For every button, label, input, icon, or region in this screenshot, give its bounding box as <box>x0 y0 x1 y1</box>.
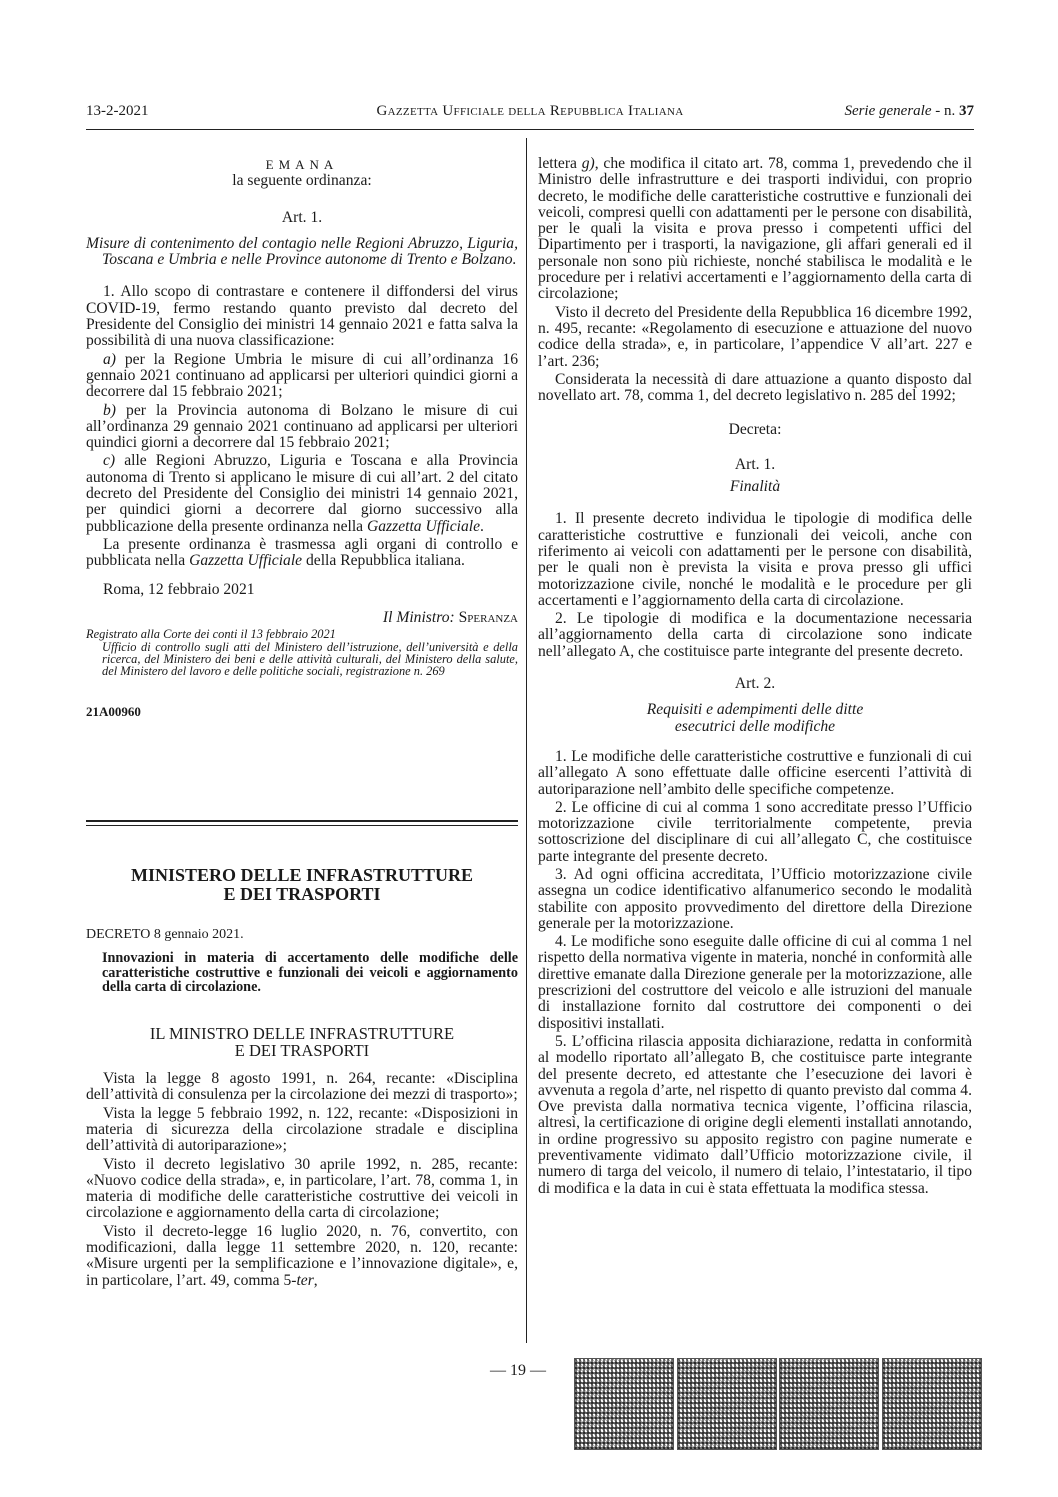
series-number-prefix: - n. <box>931 103 959 119</box>
minister-heading-line1: IL MINISTRO DELLE INFRASTRUTTURE <box>149 1024 455 1044</box>
ordinanza-intro: la seguente ordinanza: <box>232 172 372 190</box>
item-c-text: alle Regioni Abruzzo, Liguria e Toscana e alla Provincia autonoma di Trento si applicano le misure di cui all’art. 2 del citato decreto del Presidente del Consiglio dei ministri 14 gennaio 2021, per quindici giorni a decorrere dal giorno successivo alla pubblicazione della presente ordinanza nella <box>86 452 518 535</box>
art2-paragraph-5: 5. L’officina rilascia apposita dichiarazione, redatta in conformità al modello riportato all’allegato B, che costituisce parte integrante del presente decreto, ed attestante che l’esecuzione dei lavori è avvenuta a regola d’arte, nel rispetto di quanto previsto dal comma 4. Ove prevista dalla normativa tecnica vigente, l’officina rilascia, altresì, la certificazione di origine degli elementi installati annotando, in ordine progressivo su apposito registro con pagine numerate e preventivamente vidimato dall’Ufficio motorizzazione civile, il numero di targa del veicolo, il numero di telaio, l’intestatario, il tipo di modifica e la data in cui è stata effettuata la modifica stessa. <box>538 1032 972 1197</box>
art2-title: Art. 2. <box>734 675 776 693</box>
visto-4-b: , <box>313 1271 318 1289</box>
paragraph-1: 1. Allo scopo di contrastare e contenere il diffondersi del virus COVID-19, fermo restando quanto previsto dal decreto del Presidente del Consiglio dei ministri 14 gennaio 2021 e fatta salva la possibilità di una nuova classificazione: <box>86 283 518 350</box>
header-date: 13-2-2021 <box>86 103 149 119</box>
item-c-gazzetta: Gazzetta Ufficiale <box>367 517 481 535</box>
art2-paragraph-4: 4. Le modifiche sono eseguite dalle officine di cui al comma 1 nel rispetto della normativa vigente in materia, nonché in conformità alle direttive emanate dalla Direzione generale per la motorizzazione, alle prescrizioni del costruttore del veicolo e alle istruzioni del manuale di installazione fornito dal costruttore dei componenti o dei dispositivi installati. <box>538 933 972 1032</box>
section-rule-thick <box>86 820 518 822</box>
datamatrix-code-2 <box>677 1358 777 1450</box>
art2-subtitle-line2: esecutrici delle modifiche <box>674 717 836 735</box>
minister-heading-line2: E DEI TRASPORTI <box>234 1041 370 1061</box>
considerata: Considerata la necessità di dare attuazione a quanto disposto dal novellato art. 78, comma 1, del decreto legislativo n. 285 del 1992; <box>538 370 972 405</box>
continuation-letter: g) <box>581 155 595 172</box>
item-c-end: . <box>480 517 484 535</box>
registration-line: Registrato alla Corte dei conti il 13 febbraio 2021 <box>86 627 336 642</box>
item-b <box>86 403 518 452</box>
art2-paragraph-2: 2. Le officine di cui al comma 1 sono accreditate presso l’Ufficio motorizzazione civile territorialmente competente, previa sottoscrizione del disciplinare di cui all’allegato C, che costituisce parte integrante del presente decreto. <box>538 798 972 865</box>
registration-detail: Ufficio di controllo sugli atti del Ministero dell’istruzione, dell’università e della ricerca, del Ministero dei beni e delle attività culturali, del Ministero della salute, del Ministero del lavoro e delle politiche sociali, registrazione n. 269 <box>102 639 518 679</box>
signer-name: Speranza <box>458 608 518 626</box>
page-number: — 19 — <box>490 1362 546 1379</box>
ministry-heading-line1: MINISTERO DELLE INFRASTRUTTURE <box>130 865 474 885</box>
visto-3: Visto il decreto legislativo 30 aprile 1992, n. 285, recante: «Nuovo codice della strada», e, in particolare, l’art. 78, comma 1, in materia di modifiche delle caratteristiche costruttive dei veicoli in circolazione e aggiornamento della carta di circolazione; <box>86 1155 518 1222</box>
art2-paragraph-3: 3. Ad ogni officina accreditata, l’Ufficio motorizzazione civile assegna un codice identificativo alfanumerico secondo le modalità stabilite con apposito provvedimento del direttore della Direzione generale per la motorizzazione. <box>538 865 972 932</box>
visto-4-a: Visto il decreto-legge 16 luglio 2020, n. 76, convertito, con modificazioni, dalla legge 11 settembre 2020, n. 120, recante: «Misure urgenti per la semplificazione e l’innovazione digitale», e, in particolare, l’art. 49, comma 5- <box>86 1222 518 1289</box>
datamatrix-code-1 <box>574 1358 674 1450</box>
section-rule-thin <box>86 825 518 826</box>
continuation-a: lettera <box>538 155 582 172</box>
continuation-paragraph <box>538 156 972 303</box>
art1-subtitle: Misure di contenimento del contagio nelle Regioni Abruzzo, Liguria, Toscana e Umbria e nelle Province autonome di Trento e Bolzano. <box>86 234 518 269</box>
right-column <box>538 156 972 1197</box>
left-column-decree <box>86 866 518 1289</box>
header-rule <box>86 129 974 130</box>
item-a-label: a) <box>103 350 116 368</box>
item-b-label: b) <box>103 401 116 419</box>
paragraph-2 <box>86 537 518 570</box>
art1-paragraph-2: 2. Le tipologie di modifica e la documentazione necessaria all’aggiornamento della carta di circolazione sono indicate nell’allegato A, che costituisce parte integrante del presente decreto. <box>538 610 972 660</box>
page-header <box>86 103 974 123</box>
document-code: 21A00960 <box>86 703 141 719</box>
decree-date: 8 gennaio 2021. <box>150 927 244 942</box>
right-art1-subtitle: Finalità <box>729 478 781 496</box>
continuation-b: , che modifica il citato art. 78, comma 1, prevedendo che il Ministro delle infrastrutture e dei trasporti individui, con proprio decreto, le modifiche delle caratteristiche costruttive e funzionali dei veicoli, compresi quelli con adattamenti per le persone con disabilità, per le quali la visita e prova presso i competenti uffici del Dipartimento per i trasporti, la navigazione, gli affari generali ed il personale non sono più richieste, nonché stabilisca le modalità e le procedure per i relativi accertamenti e l’aggiornamento della carta di circolazione; <box>538 155 972 303</box>
item-c-label: c) <box>103 452 116 470</box>
visto-5: Visto il decreto del Presidente della Repubblica 16 dicembre 1992, n. 495, recante: «Regolamento di esecuzione e attuazione del nuovo codice della strada», e, in particolare, l’appendice V all’art. 227 e l’art. 236; <box>538 303 972 370</box>
paragraph-2-gazzetta: Gazzetta Ufficiale <box>189 552 303 570</box>
signer-role: Il Ministro: <box>382 608 455 626</box>
decree-header <box>86 926 518 943</box>
item-c <box>86 453 518 534</box>
issue-number: 37 <box>959 103 974 119</box>
decree-title: Innovazioni in materia di accertamento delle modifiche delle caratteristiche costruttive e funzionali dei veicoli e aggiornamento della carta di circolazione. <box>102 950 518 996</box>
visto-2: Vista la legge 5 febbraio 1992, n. 122, recante: «Disposizioni in materia di sicurezza della circolazione stradale e disciplina dell’attività di autoriparazione»; <box>86 1104 518 1155</box>
art2-subtitle-line1: Requisiti e adempimenti delle ditte <box>646 701 864 719</box>
datamatrix-code-3 <box>779 1358 879 1450</box>
art1-paragraph-1: 1. Il presente decreto individua le tipologie di modifica delle caratteristiche costruttive e funzionali dei veicoli, anche con riferimento ai veicoli con adattamenti per le persone con disabilità, per le quali non è prevista la visita e prova presso gli uffici motorizzazione civile, nonché le modalità e le procedure per gli accertamenti e l’aggiornamento della carta di circolazione. <box>538 510 972 609</box>
visto-1: Vista la legge 8 agosto 1991, n. 264, recante: «Disciplina dell’attività di consulenza per la circolazione dei mezzi di trasporto»; <box>86 1070 518 1104</box>
decree-label: DECRETO <box>86 927 151 942</box>
item-b-text: per la Provincia autonoma di Bolzano le misure di cui all’ordinanza 29 gennaio 2021 continuano ad applicarsi per ulteriori quindici giorni a decorrere dal 15 febbraio 2021; <box>86 401 518 452</box>
place-date: Roma, 12 febbraio 2021 <box>103 580 255 598</box>
visto-4 <box>86 1224 518 1289</box>
series-label: Serie generale <box>844 103 932 119</box>
art2-paragraph-1: 1. Le modifiche delle caratteristiche costruttive e funzionali di cui all’allegato A sono effettuate dalle officine esercenti l’attività di autoriparazione nell’ambito delle specifiche competenze. <box>538 747 972 798</box>
column-divider <box>526 138 527 1343</box>
emana-heading: EMANA <box>265 157 339 172</box>
art1-title: Art. 1. <box>281 208 323 226</box>
signature <box>86 610 518 626</box>
right-art1-title: Art. 1. <box>734 455 776 473</box>
header-series <box>844 103 974 120</box>
datamatrix-code-4 <box>882 1358 982 1450</box>
ministry-heading-line2: E DEI TRASPORTI <box>223 884 381 904</box>
paragraph-2-b: della Repubblica italiana. <box>302 552 465 570</box>
item-a-text: per la Regione Umbria le misure di cui all’ordinanza 16 gennaio 2021 continuano ad applicarsi per ulteriori quindici giorni a decorrere dal 15 febbraio 2021; <box>86 350 518 401</box>
decreta-heading: Decreta: <box>728 421 782 439</box>
header-title: Gazzetta Ufficiale della Repubblica Italiana <box>376 103 684 119</box>
item-a <box>86 352 518 401</box>
visto-4-ter: ter <box>296 1271 314 1289</box>
paragraph-2-a: La presente ordinanza è trasmessa agli organi di controllo e pubblicata nella <box>86 535 518 570</box>
left-column <box>86 157 518 720</box>
